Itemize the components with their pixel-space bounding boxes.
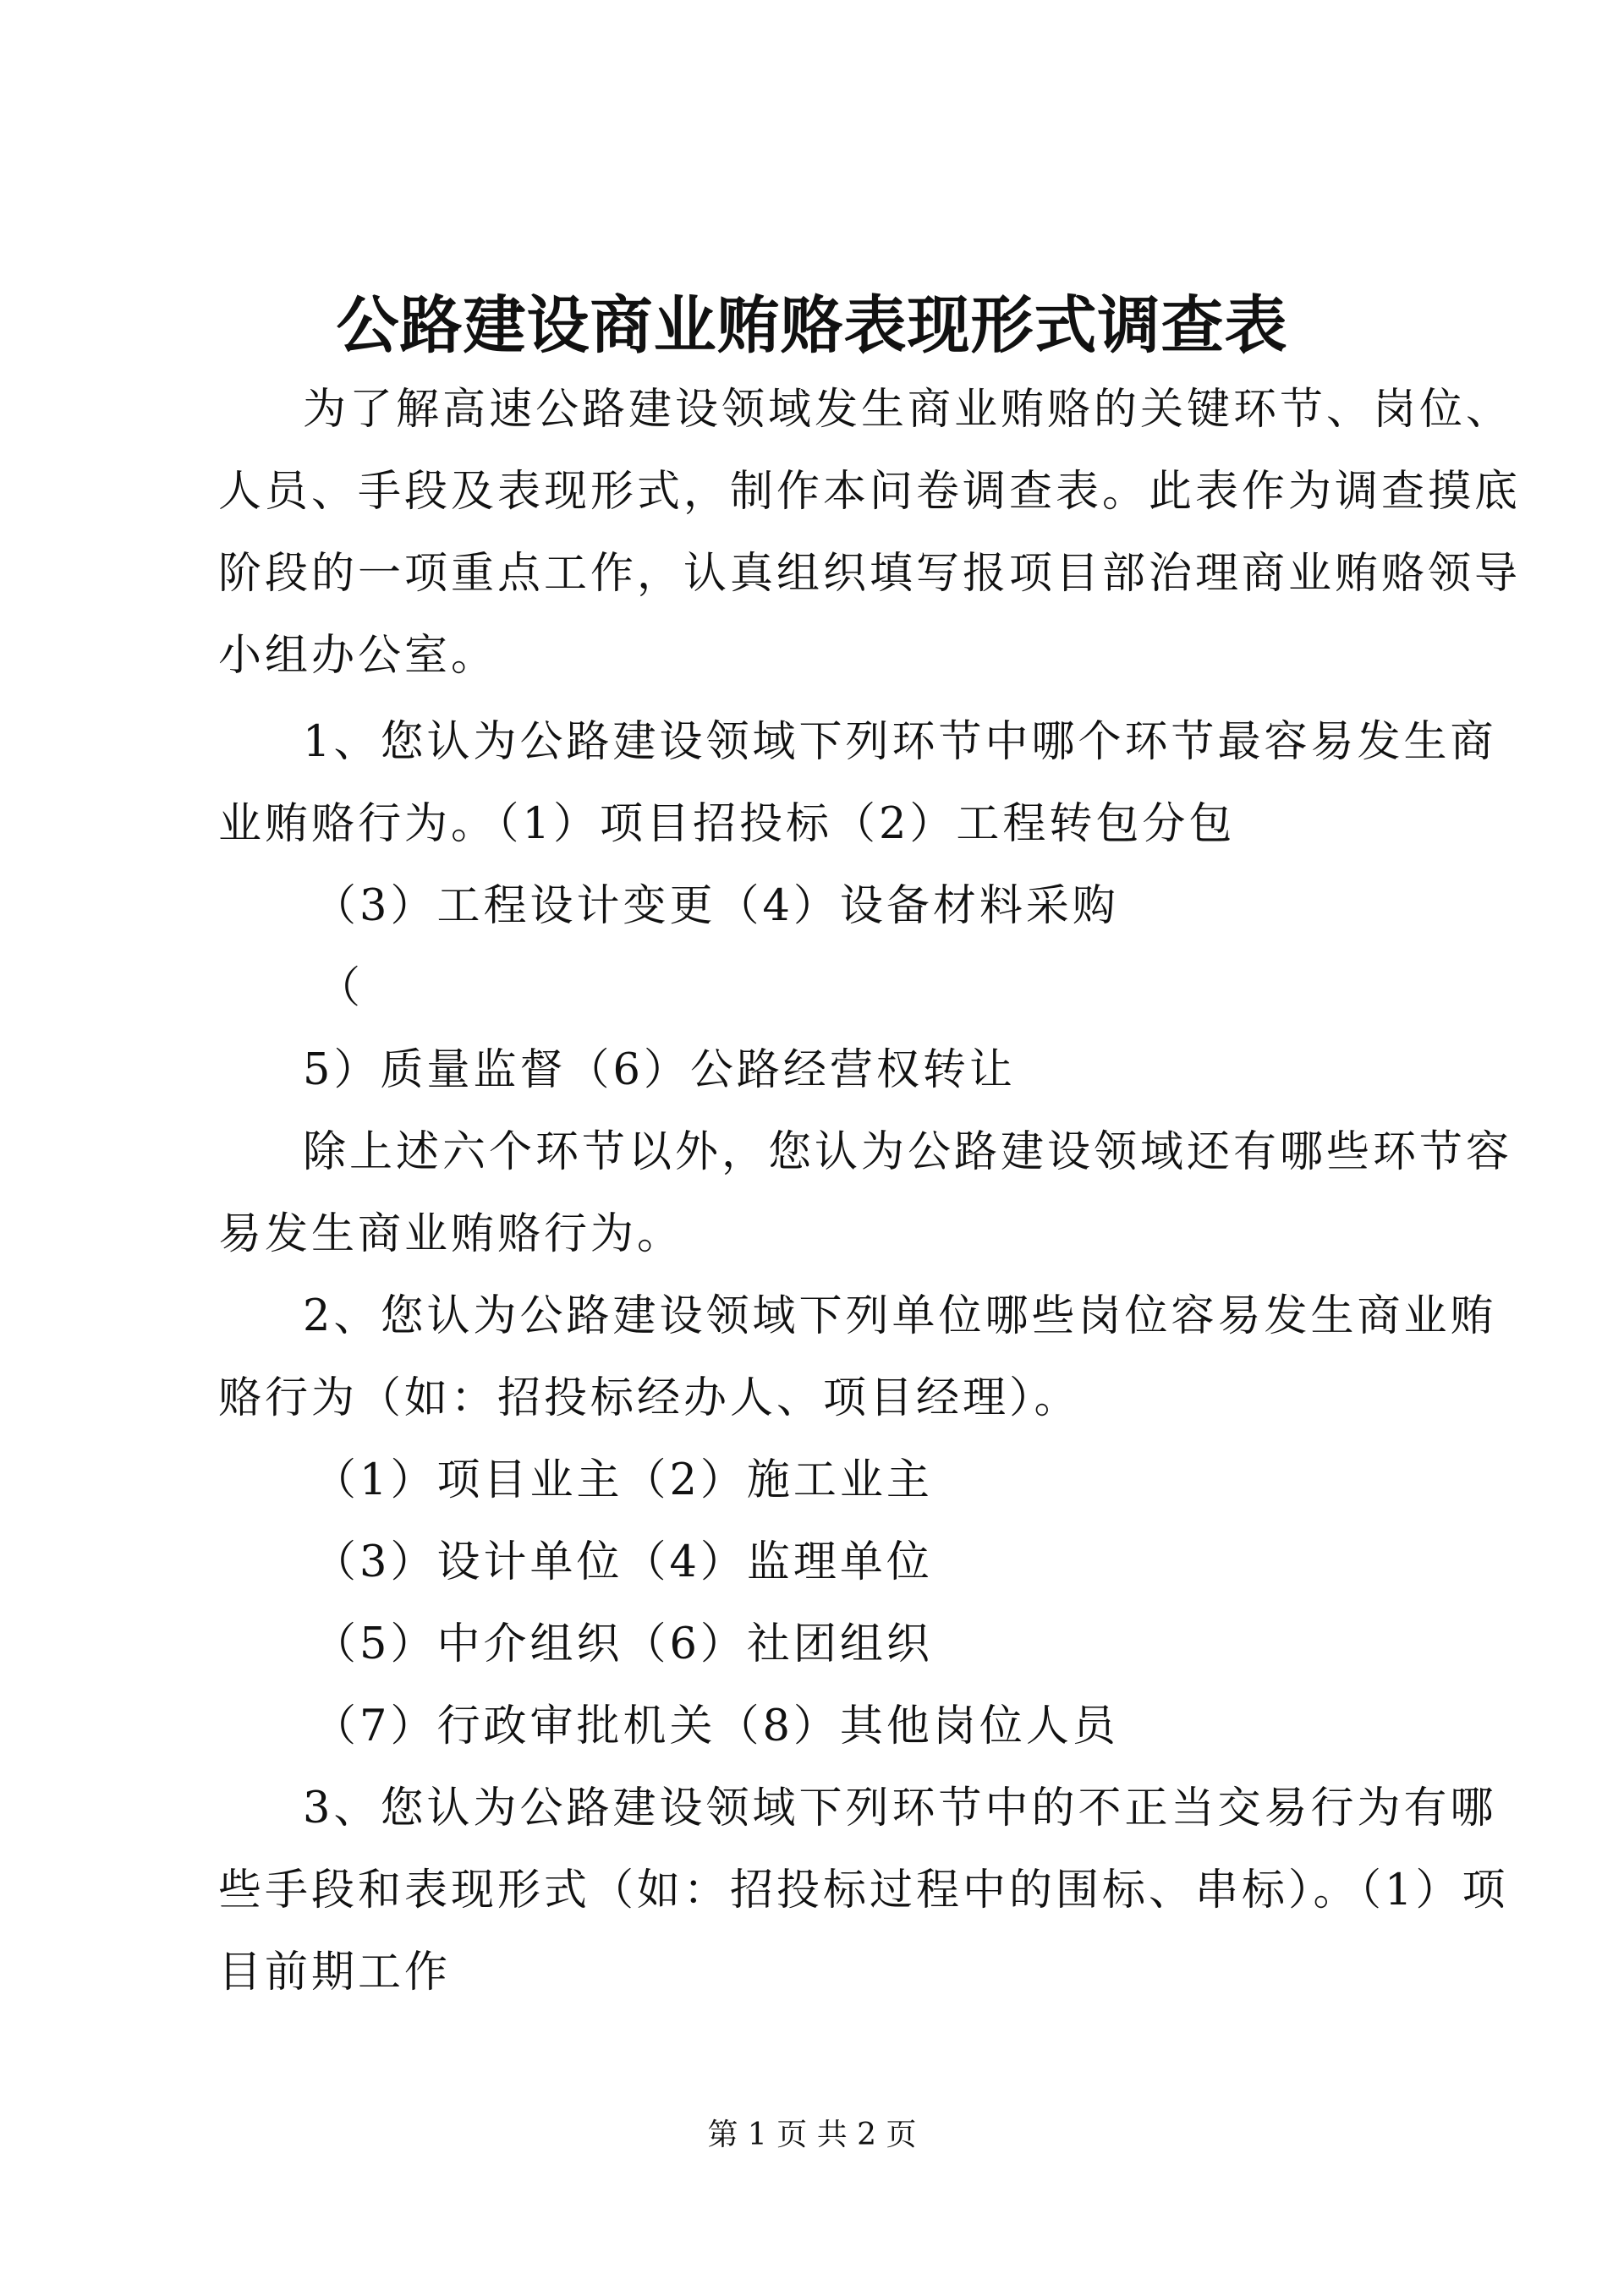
option-line: （7）行政审批机关（8）其他岗位人员: [313, 1701, 1119, 1751]
paragraph-line: 易发生商业贿赂行为。: [218, 1209, 684, 1259]
question-line: 些手段和表现形式（如：招投标过程中的围标、串标）。（1）项: [218, 1866, 1509, 1915]
question-line: 赂行为（如：招投标经办人、项目经理）。: [218, 1373, 1081, 1423]
question-line: 2、您认为公路建设领域下列单位哪些岗位容易发生商业贿: [303, 1291, 1497, 1341]
option-line: （: [317, 963, 365, 1013]
paragraph-line: 除上述六个环节以外，您认为公路建设领域还有哪些环节容: [303, 1127, 1513, 1177]
paragraph-line: 小组办公室。: [218, 631, 498, 681]
paragraph-line: 为了解高速公路建设领域发生商业贿赂的关键环节、岗位、: [303, 385, 1513, 435]
option-line: （1）项目业主（2）施工业主: [313, 1455, 933, 1505]
document-title: 公路建设商业贿赂表现形式调查表: [336, 289, 1288, 362]
option-line: 5）质量监督（6）公路经营权转让: [303, 1045, 1016, 1095]
option-line: （3）工程设计变更（4）设备材料采购: [313, 881, 1119, 931]
question-line: 3、您认为公路建设领域下列环节中的不正当交易行为有哪: [303, 1784, 1497, 1833]
question-line: 1、您认为公路建设领域下列环节中哪个环节最容易发生商: [303, 717, 1497, 767]
paragraph-line: 人员、手段及表现形式，制作本问卷调查表。此表作为调查摸底: [218, 467, 1522, 517]
paragraph-line: 阶段的一项重点工作，认真组织填写报项目部治理商业贿赂领导: [218, 549, 1522, 599]
question-line: 目前期工作: [218, 1948, 452, 1997]
page-number-footer: 第 1 页 共 2 页: [707, 2118, 917, 2152]
option-line: （5）中介组织（6）社团组织: [313, 1619, 933, 1669]
question-line: 业贿赂行为。（1）项目招投标（2）工程转包分包: [218, 799, 1236, 849]
option-line: （3）设计单位（4）监理单位: [313, 1537, 933, 1587]
